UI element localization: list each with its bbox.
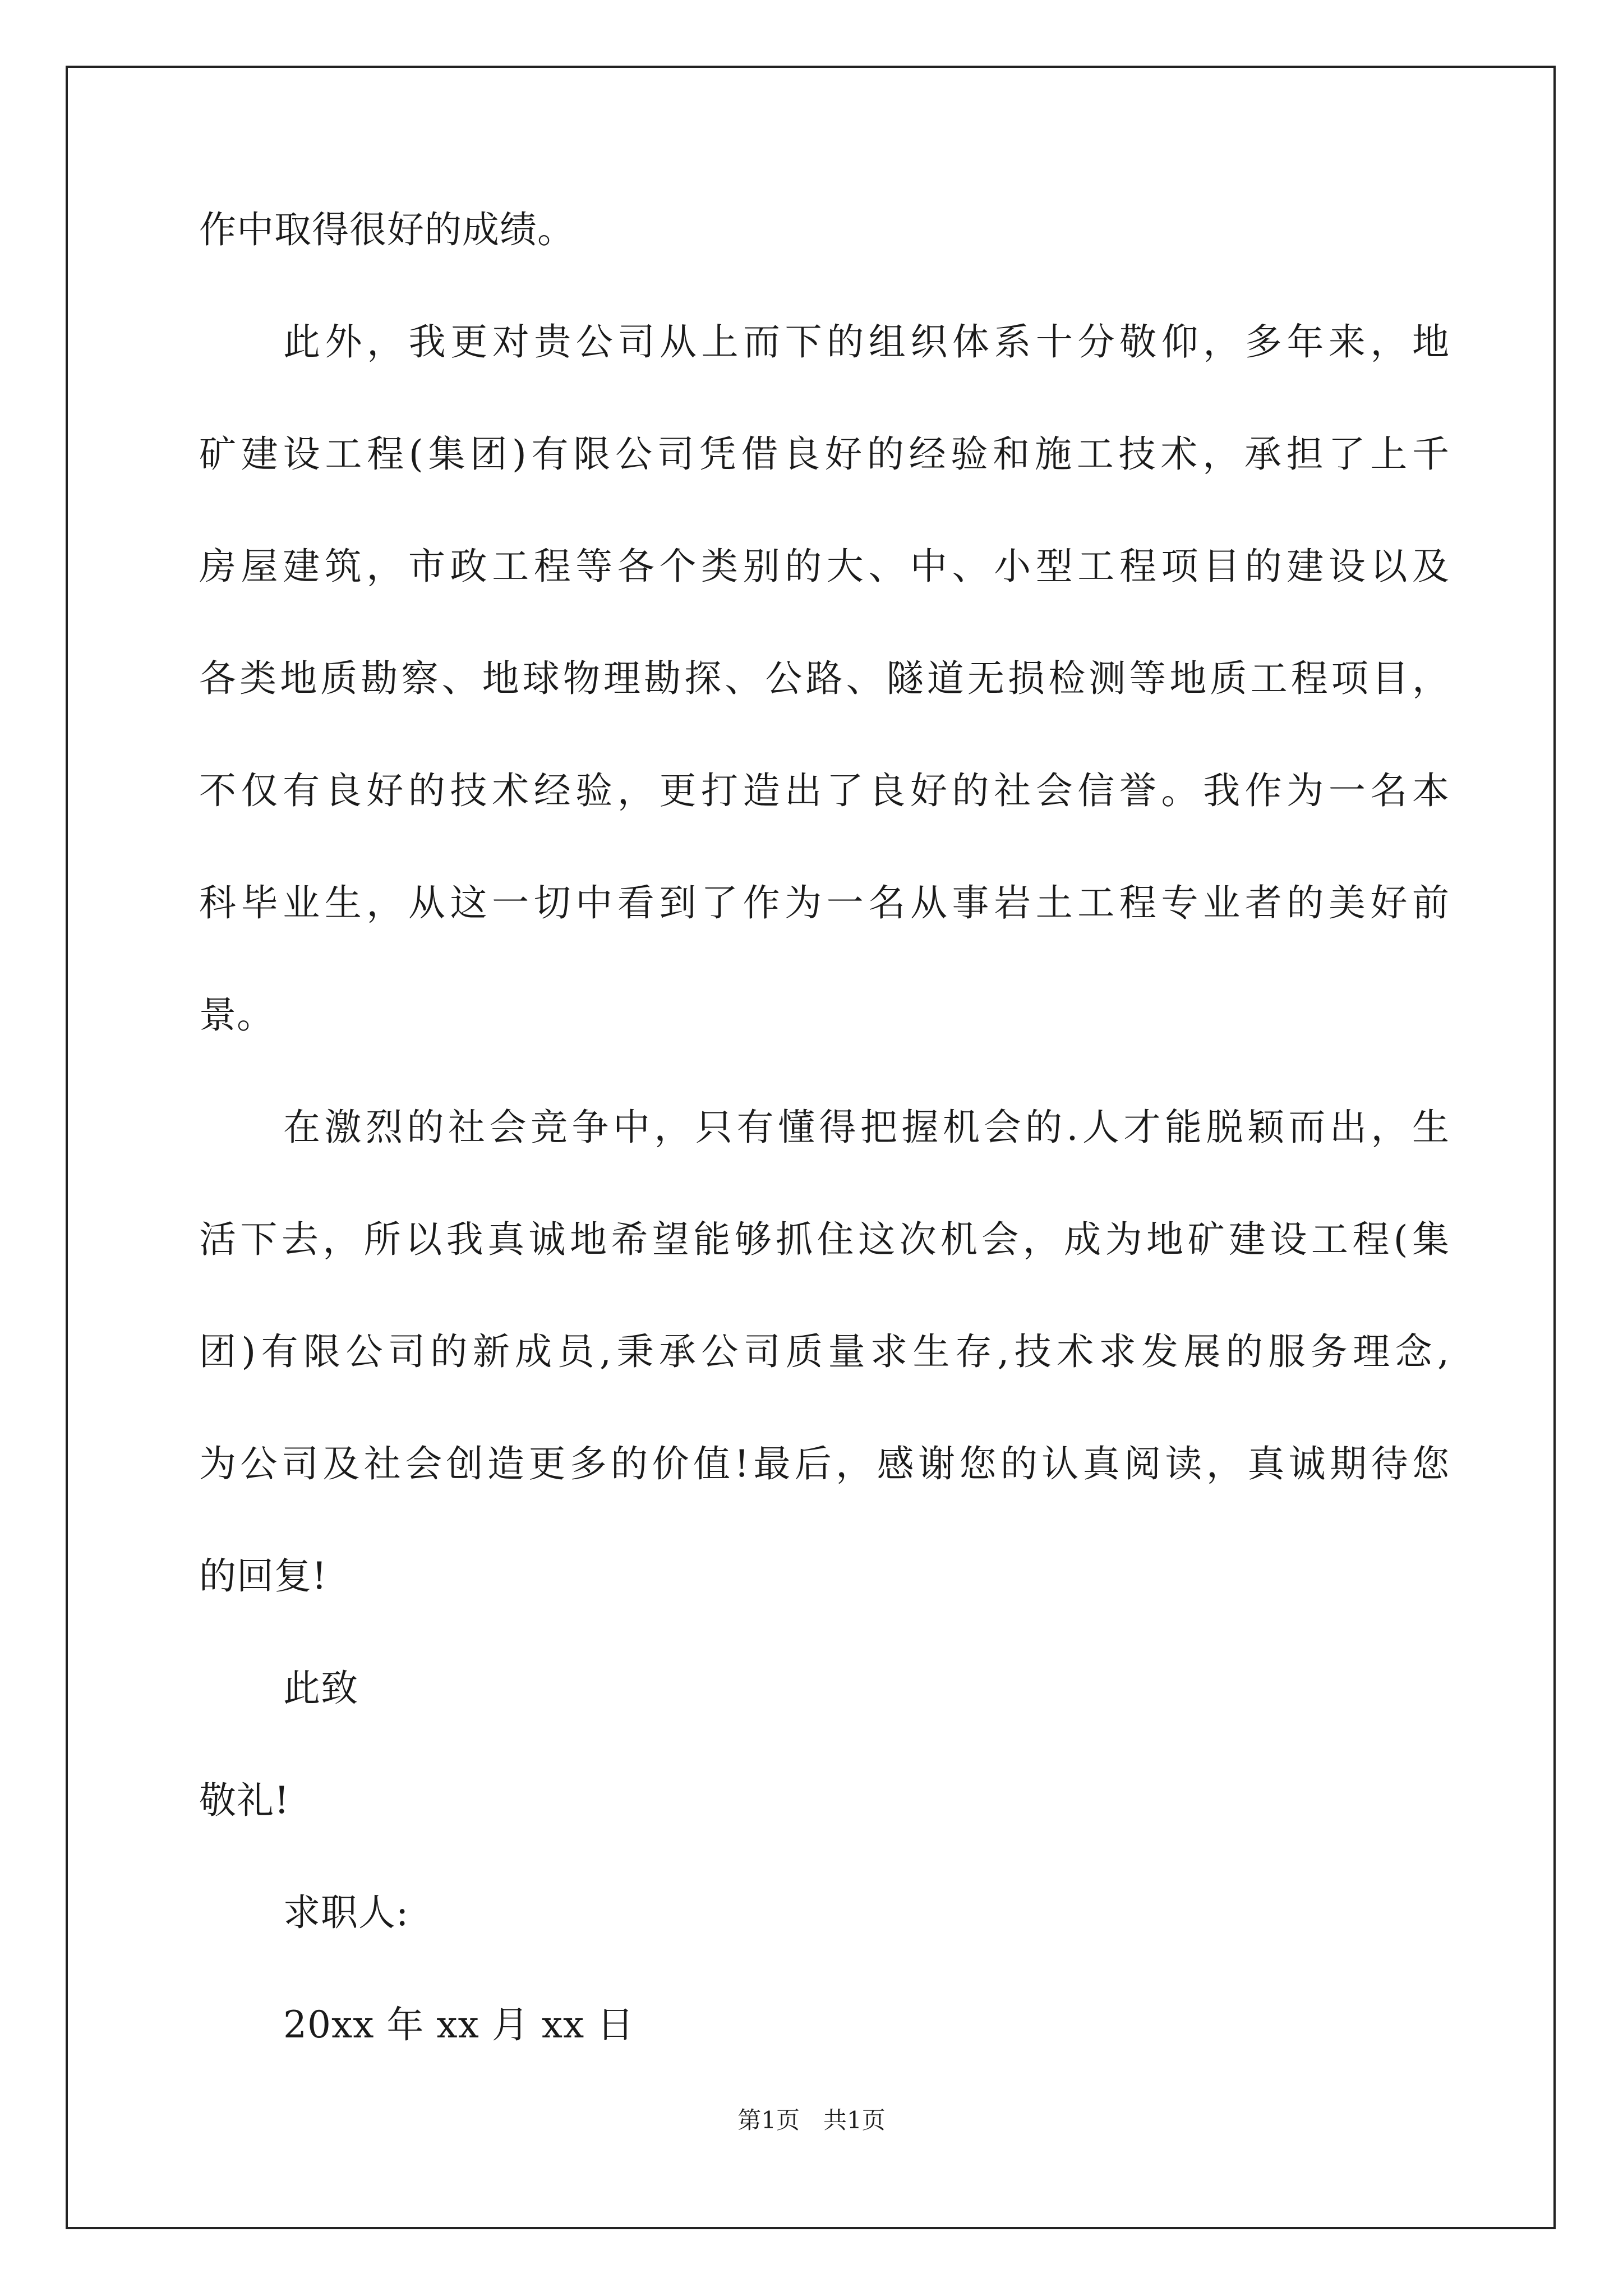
text-line: 不仅有良好的技术经验，更打造出了良好的社会信誉。我作为一名本 [199, 769, 1450, 812]
text-line: 此外，我更对贵公司从上而下的组织体系十分敬仰，多年来，地 [283, 320, 1450, 364]
date-line: 20xx 年 xx 月 xx 日 [283, 2003, 635, 2046]
text-line: 为公司及社会创造更多的价值!最后，感谢您的认真阅读，真诚期待您 [199, 1442, 1450, 1485]
text-line: 矿建设工程(集团)有限公司凭借良好的经验和施工技术，承担了上千 [199, 432, 1450, 476]
text-line: 各类地质勘察、地球物理勘探、公路、隧道无损检测等地质工程项目， [199, 657, 1450, 700]
text-line: 房屋建筑，市政工程等各个类别的大、中、小型工程项目的建设以及 [199, 545, 1450, 588]
text-line: 活下去，所以我真诚地希望能够抓住这次机会，成为地矿建设工程(集 [199, 1218, 1450, 1261]
text-line: 景。 [199, 993, 274, 1037]
page-number-footer: 第1页 共1页 [737, 2106, 886, 2134]
text-line: 作中取得很好的成绩。 [199, 208, 575, 251]
text-line: 团)有限公司的新成员,秉承公司质量求生存,技术求发展的服务理念, [199, 1330, 1450, 1373]
closing: 敬礼! [199, 1779, 290, 1822]
text-line: 在激烈的社会竞争中，只有懂得把握机会的.人才能脱颖而出，生 [283, 1106, 1450, 1149]
salutation: 此致 [283, 1667, 358, 1710]
text-line: 科毕业生，从这一切中看到了作为一名从事岩土工程专业者的美好前 [199, 881, 1450, 924]
text-line: 的回复! [199, 1554, 328, 1598]
signature-label: 求职人: [283, 1891, 409, 1934]
